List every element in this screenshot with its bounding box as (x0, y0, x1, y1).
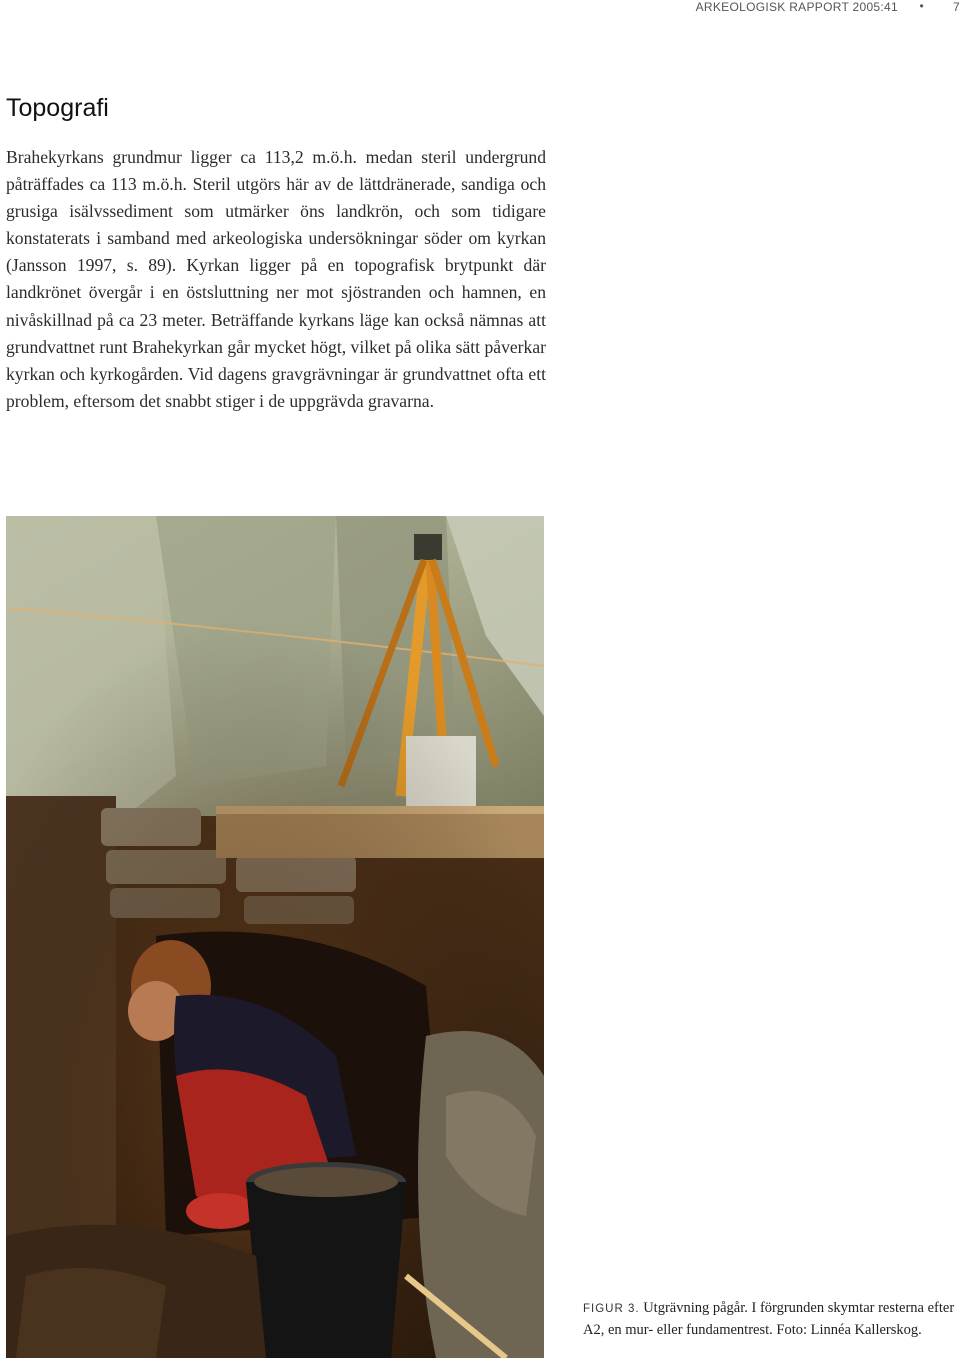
figure-label: FIGUR 3. (583, 1303, 640, 1315)
figure-caption (583, 1298, 955, 1340)
running-header (0, 0, 960, 16)
report-title: ARKEOLOGISK RAPPORT 2005:41 (695, 0, 898, 14)
header-separator: • (919, 0, 924, 13)
figure-caption-text: Utgrävning pågår. I förgrunden skymtar resterna efter A2, en mur- eller fundamentrest. Foto: Linnéa Kallerskog. (583, 1300, 955, 1338)
body-paragraph: Brahekyrkans grundmur ligger ca 113,2 m.ö.h. medan steril undergrund påträffades ca 113 m.ö.h. Steril utgörs här av de lättdränerade, sandiga och grusiga isälvssediment som utmärker öns landkrön, och som tidigare konstaterats i samband med arkeologiska undersökningar söder om kyrkan (Jansson 1997, s. 89). Kyrkan ligger på en topografisk brytpunkt där landkrönet övergår i en östsluttning ner mot sjöstranden och hamnen, en nivåskillnad på ca 23 meter. Beträffande kyrkans läge kan också nämnas att grundvattnet runt Brahekyrkan går mycket högt, vilket på olika sätt påverkar kyrkan och kyrkogården. Vid dagens gravgrävningar är grundvattnet ofta ett problem, eftersom det snabbt stiger i de uppgrävda gravarna. (6, 147, 546, 411)
section-heading: Topografi (6, 94, 109, 122)
bucket (246, 1162, 406, 1358)
excavation-photo (6, 516, 544, 1358)
page-number: 7 (953, 0, 960, 14)
